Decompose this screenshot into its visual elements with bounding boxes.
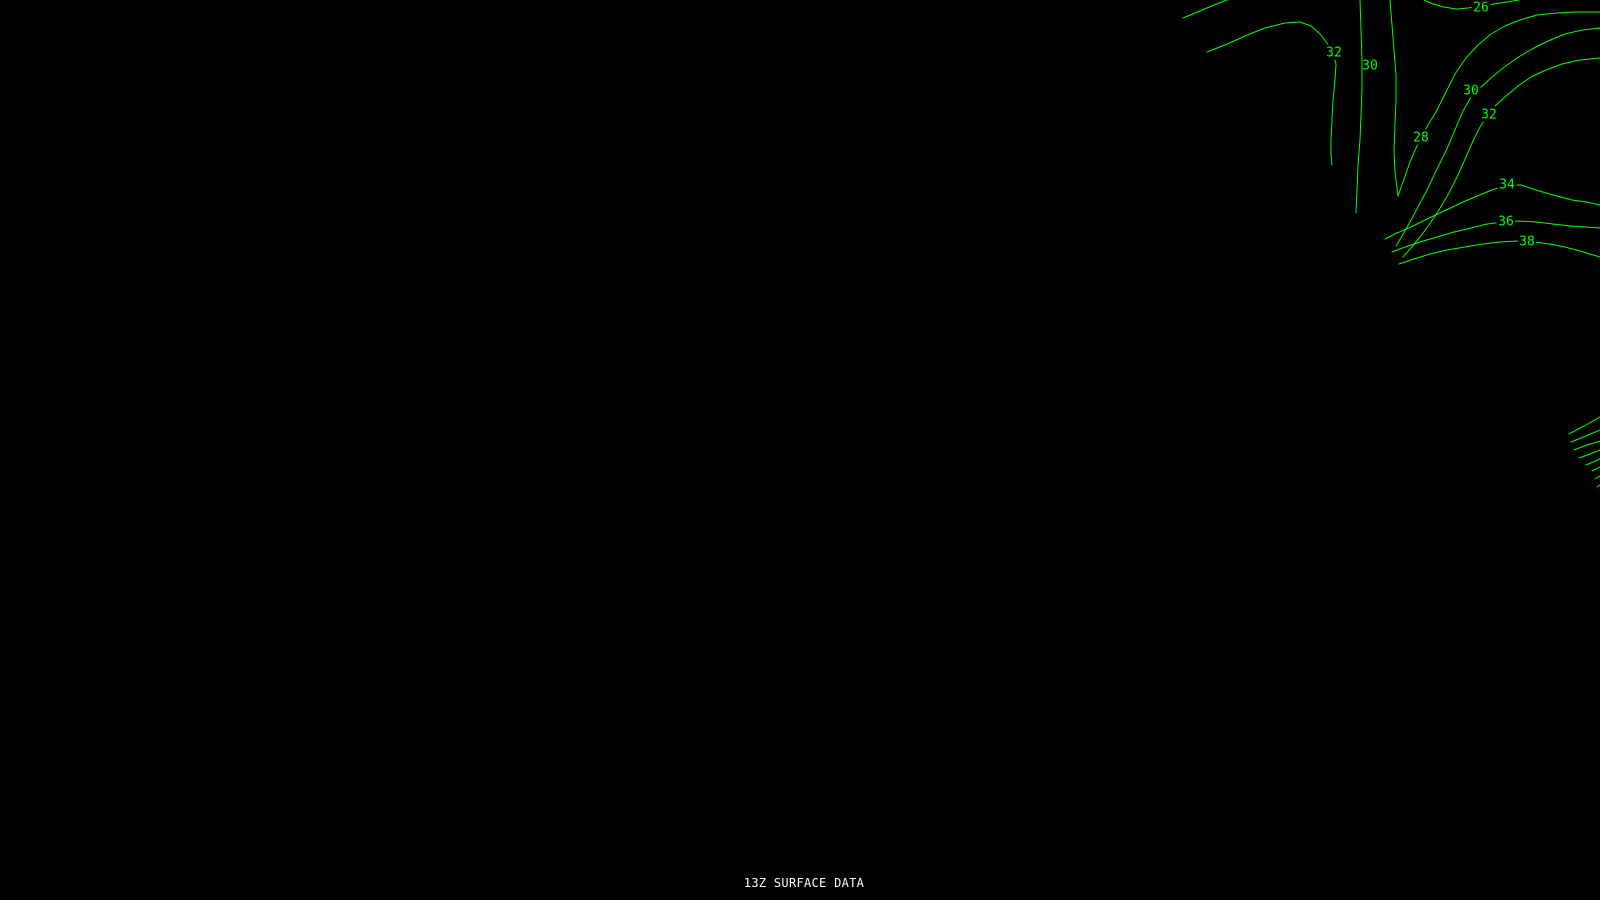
contour-line-28	[1390, 0, 1600, 196]
contour-line-36	[1392, 221, 1600, 252]
contour-label: 34	[1499, 177, 1515, 193]
contour-label: 30	[1362, 58, 1378, 74]
contour-line-30	[1356, 0, 1362, 213]
contour-line	[1586, 459, 1600, 465]
contour-line-32	[1207, 22, 1336, 165]
contour-line	[1574, 441, 1600, 450]
contour-label: 26	[1473, 0, 1489, 16]
contour-label: 30	[1463, 83, 1479, 99]
contour-line	[1183, 0, 1227, 18]
contour-line	[1592, 467, 1600, 471]
contour-line	[1571, 430, 1600, 442]
contour-label: 36	[1498, 214, 1514, 230]
contour-line-34	[1385, 185, 1600, 239]
contour-label: 38	[1519, 234, 1535, 250]
product-title: 13Z SURFACE DATA	[743, 876, 865, 890]
contour-label: 32	[1481, 107, 1497, 123]
contour-line	[1595, 476, 1600, 479]
contour-label: 28	[1413, 130, 1429, 146]
contour-line-38	[1399, 241, 1600, 264]
contour-line	[1579, 450, 1600, 458]
contour-label: 32	[1326, 45, 1342, 61]
